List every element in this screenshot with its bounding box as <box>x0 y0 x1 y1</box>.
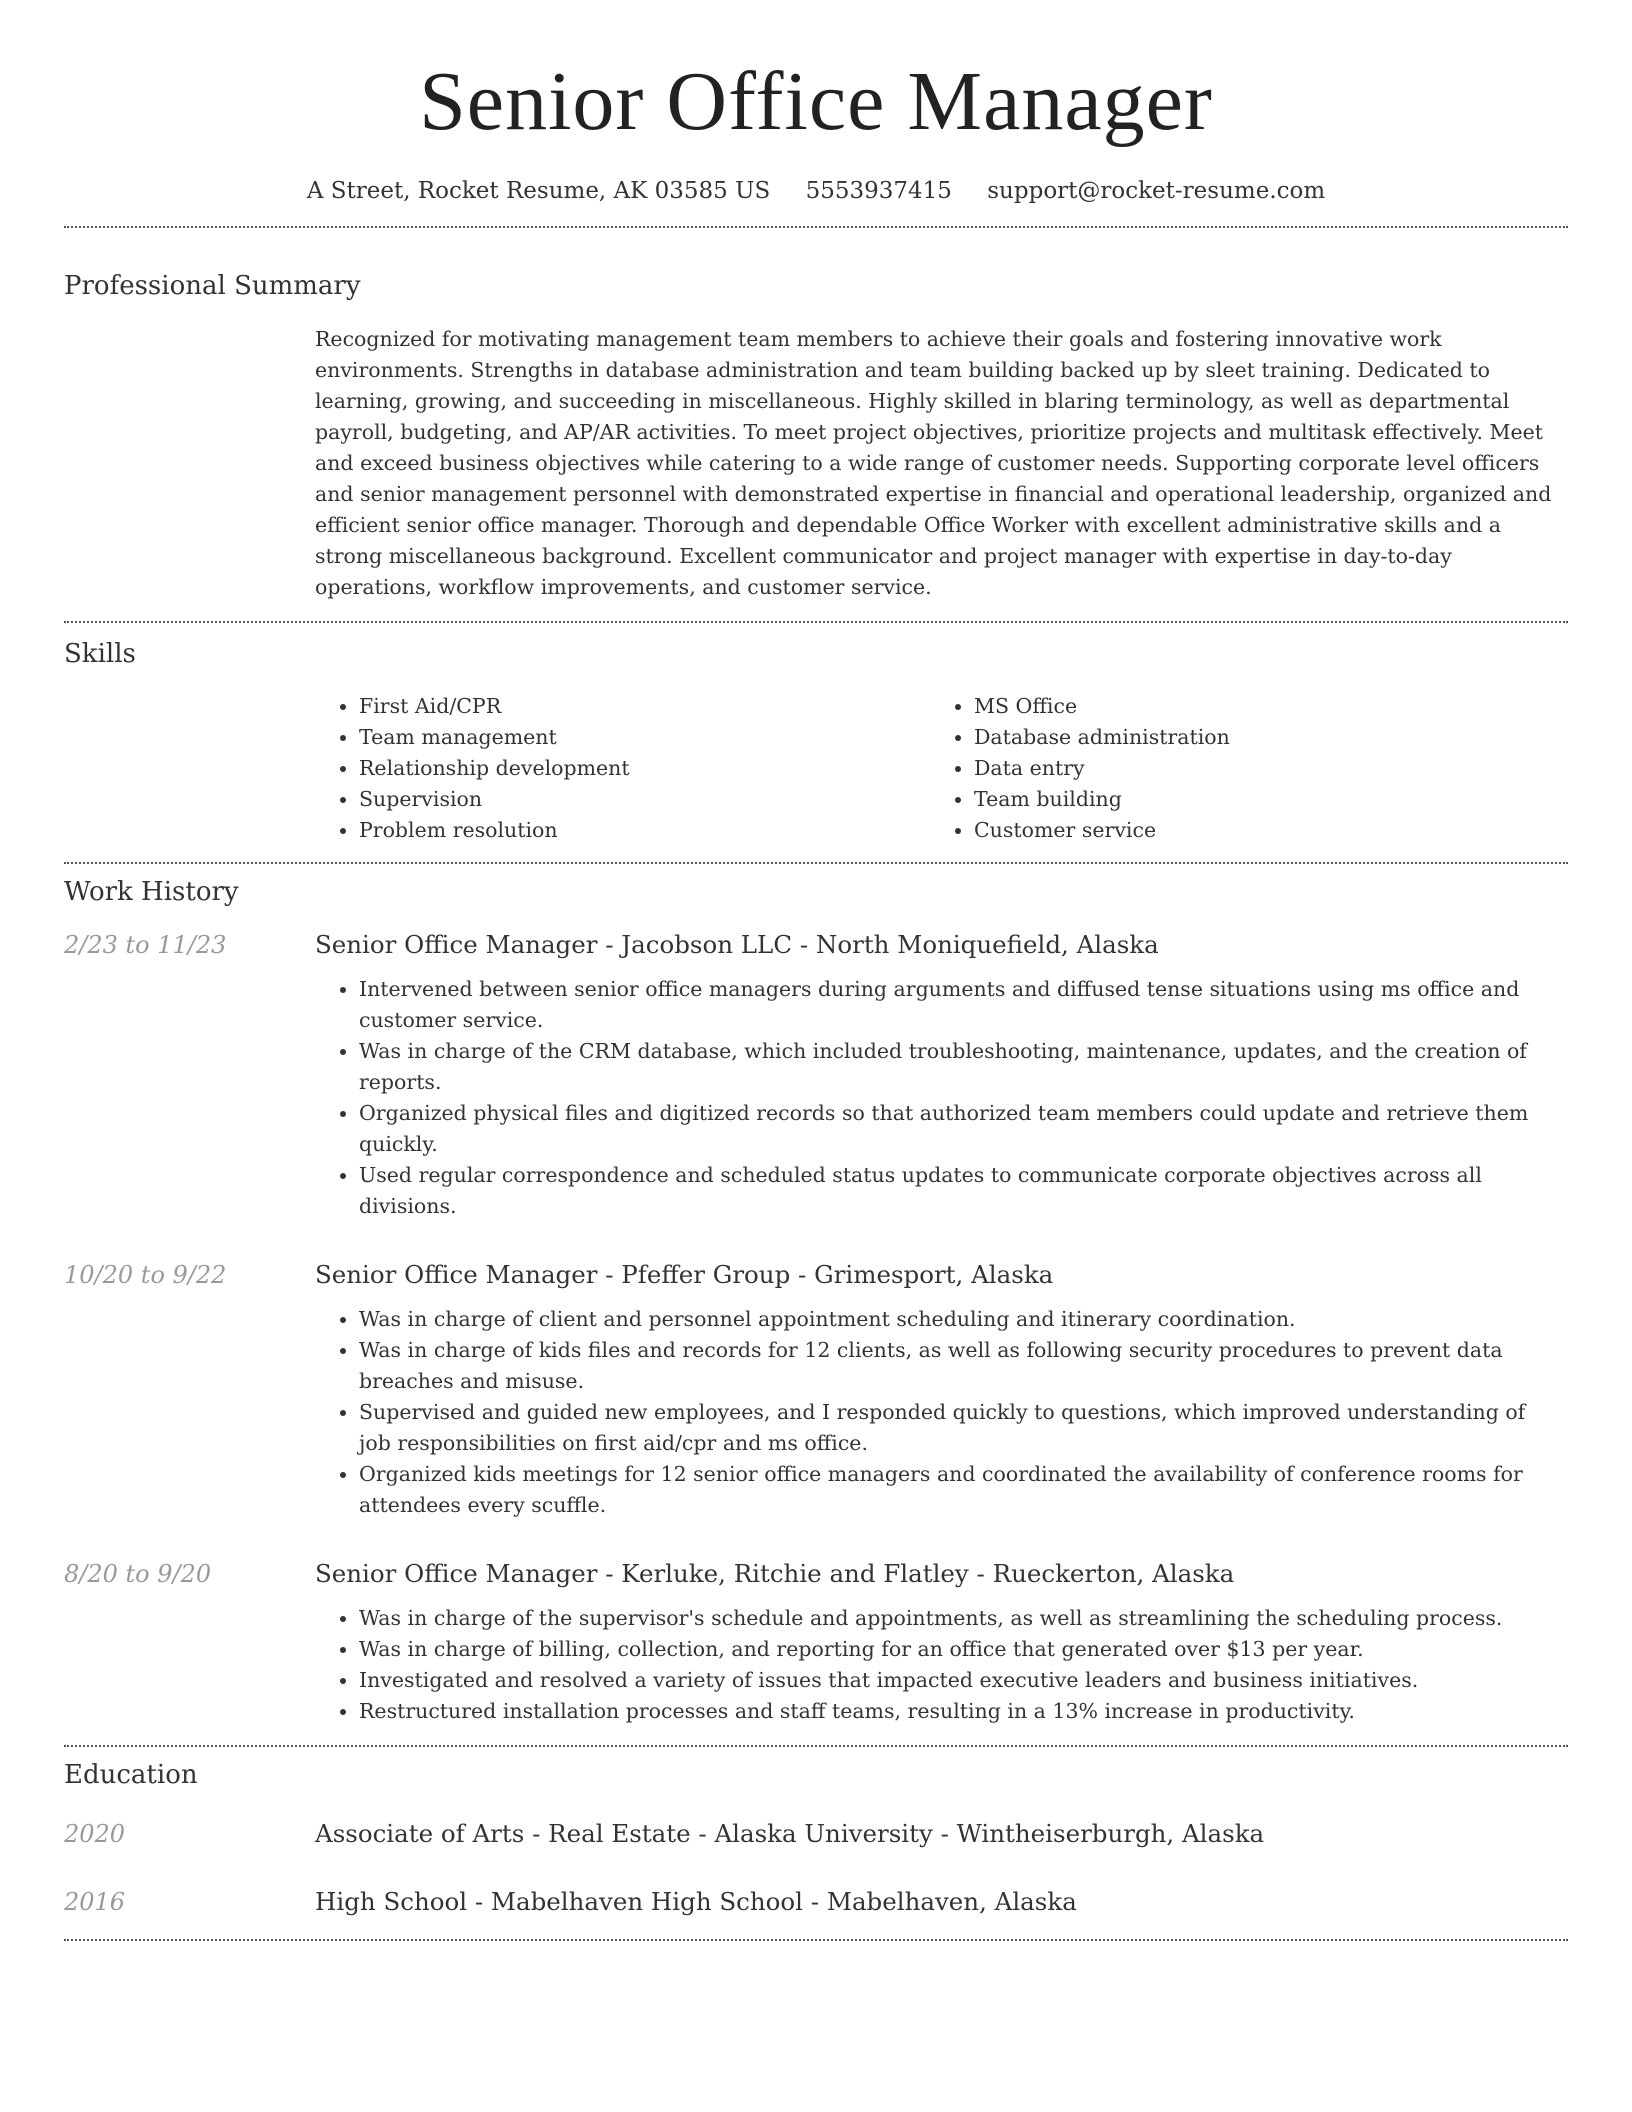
skills-title: Skills <box>64 639 136 669</box>
education-year: 2020 <box>64 1820 126 1848</box>
job-bullet: • Was in charge of kids files and records for 12 clients, as well as following security procedures to prevent data breaches and misuse. <box>359 1335 1568 1397</box>
divider <box>64 1745 1568 1747</box>
job-bullets <box>315 1304 1568 1521</box>
job-bullet: • Intervened between senior office managers during arguments and diffused tense situations using ms office and customer service. <box>359 974 1568 1036</box>
job-bullet: • Was in charge of the CRM database, which included troubleshooting, maintenance, updates, and the creation of reports. <box>359 1036 1568 1098</box>
skill-item: • Team building <box>974 784 1230 815</box>
skill-item: • Team management <box>359 722 930 753</box>
divider <box>64 226 1568 228</box>
job-date: 10/20 to 9/22 <box>64 1261 227 1289</box>
skills-column-left <box>315 691 930 846</box>
job-bullet: • Organized kids meetings for 12 senior office managers and coordinated the availability of conference rooms for attendees every scuffle. <box>359 1459 1568 1521</box>
divider <box>64 621 1568 623</box>
contact-address: A Street, Rocket Resume, AK 03585 US <box>306 178 771 204</box>
job-details <box>315 1557 1568 1727</box>
job-bullets <box>315 1603 1568 1727</box>
skill-item: • Database administration <box>974 722 1230 753</box>
skill-item: • Customer service <box>974 815 1230 846</box>
job-date: 2/23 to 11/23 <box>64 931 227 959</box>
job-bullet: • Restructured installation processes and staff teams, resulting in a 13% increase in productivity. <box>359 1696 1568 1727</box>
skill-item: • MS Office <box>974 691 1230 722</box>
contact-email: support@rocket-resume.com <box>987 178 1326 204</box>
job-bullet: • Organized physical files and digitized records so that authorized team members could update and retrieve them quickly. <box>359 1098 1568 1160</box>
job-entry <box>64 1557 1568 1727</box>
education-entry <box>64 1885 1568 1919</box>
skills-column-right <box>930 691 1230 846</box>
job-entry <box>64 1258 1568 1521</box>
job-title: Senior Office Manager - Jacobson LLC - North Moniquefield, Alaska <box>315 930 1159 959</box>
skill-item: • Problem resolution <box>359 815 930 846</box>
education-title: Education <box>64 1760 198 1790</box>
education-year: 2016 <box>64 1888 126 1916</box>
divider <box>64 1939 1568 1941</box>
education-detail: Associate of Arts - Real Estate - Alaska University - Wintheiserburgh, Alaska <box>315 1819 1265 1848</box>
resume-page <box>64 0 1568 1941</box>
job-bullet: • Used regular correspondence and scheduled status updates to communicate corporate objectives across all divisions. <box>359 1160 1568 1222</box>
divider <box>64 862 1568 864</box>
resume-name: Senior Office Manager <box>419 55 1213 148</box>
job-bullet: • Was in charge of client and personnel appointment scheduling and itinerary coordination. <box>359 1304 1568 1335</box>
summary-title: Professional Summary <box>64 271 361 301</box>
job-date: 8/20 to 9/20 <box>64 1560 212 1588</box>
education-entry <box>64 1817 1568 1851</box>
job-title: Senior Office Manager - Kerluke, Ritchie and Flatley - Rueckerton, Alaska <box>315 1559 1235 1588</box>
job-title: Senior Office Manager - Pfeffer Group - Grimesport, Alaska <box>315 1260 1054 1289</box>
job-entry <box>64 928 1568 1222</box>
job-bullet: • Supervised and guided new employees, and I responded quickly to questions, which improved understanding of job responsibilities on first aid/cpr and ms office. <box>359 1397 1568 1459</box>
skill-item: • Supervision <box>359 784 930 815</box>
job-bullet: • Was in charge of billing, collection, and reporting for an office that generated over $13 per year. <box>359 1634 1568 1665</box>
work-history-title: Work History <box>64 877 239 907</box>
job-details <box>315 1258 1568 1521</box>
skill-item: • Relationship development <box>359 753 930 784</box>
skill-item: • First Aid/CPR <box>359 691 930 722</box>
skills-list <box>315 691 1568 846</box>
education-detail: High School - Mabelhaven High School - Mabelhaven, Alaska <box>315 1887 1077 1916</box>
job-bullet: • Investigated and resolved a variety of issues that impacted executive leaders and business initiatives. <box>359 1665 1568 1696</box>
job-details <box>315 928 1568 1222</box>
contact-phone: 5553937415 <box>805 178 952 204</box>
contact-line <box>64 174 1568 208</box>
skill-item: • Data entry <box>974 753 1230 784</box>
summary-text: Recognized for motivating management team members to achieve their goals and fostering innovative work environments. Strengths in database administration and team building backed up by sleet training. Dedicated to learning, growing, and succeeding in miscellaneous. Highly skilled in blaring terminology, as well as departmental payroll, budgeting, and AP/AR activities. To meet project objectives, prioritize projects and multitask effectively. Meet and exceed business objectives while catering to a wide range of customer needs. Supporting corporate level officers and senior management personnel with demonstrated expertise in financial and operational leadership, organized and efficient senior office manager. Thorough and dependable Office Worker with excellent administrative skills and a strong miscellaneous background. Excellent communicator and project manager with expertise in day-to-day operations, workflow improvements, and customer service. <box>315 327 1552 599</box>
job-bullets <box>315 974 1568 1222</box>
job-bullet: • Was in charge of the supervisor's schedule and appointments, as well as streamlining the scheduling process. <box>359 1603 1568 1634</box>
